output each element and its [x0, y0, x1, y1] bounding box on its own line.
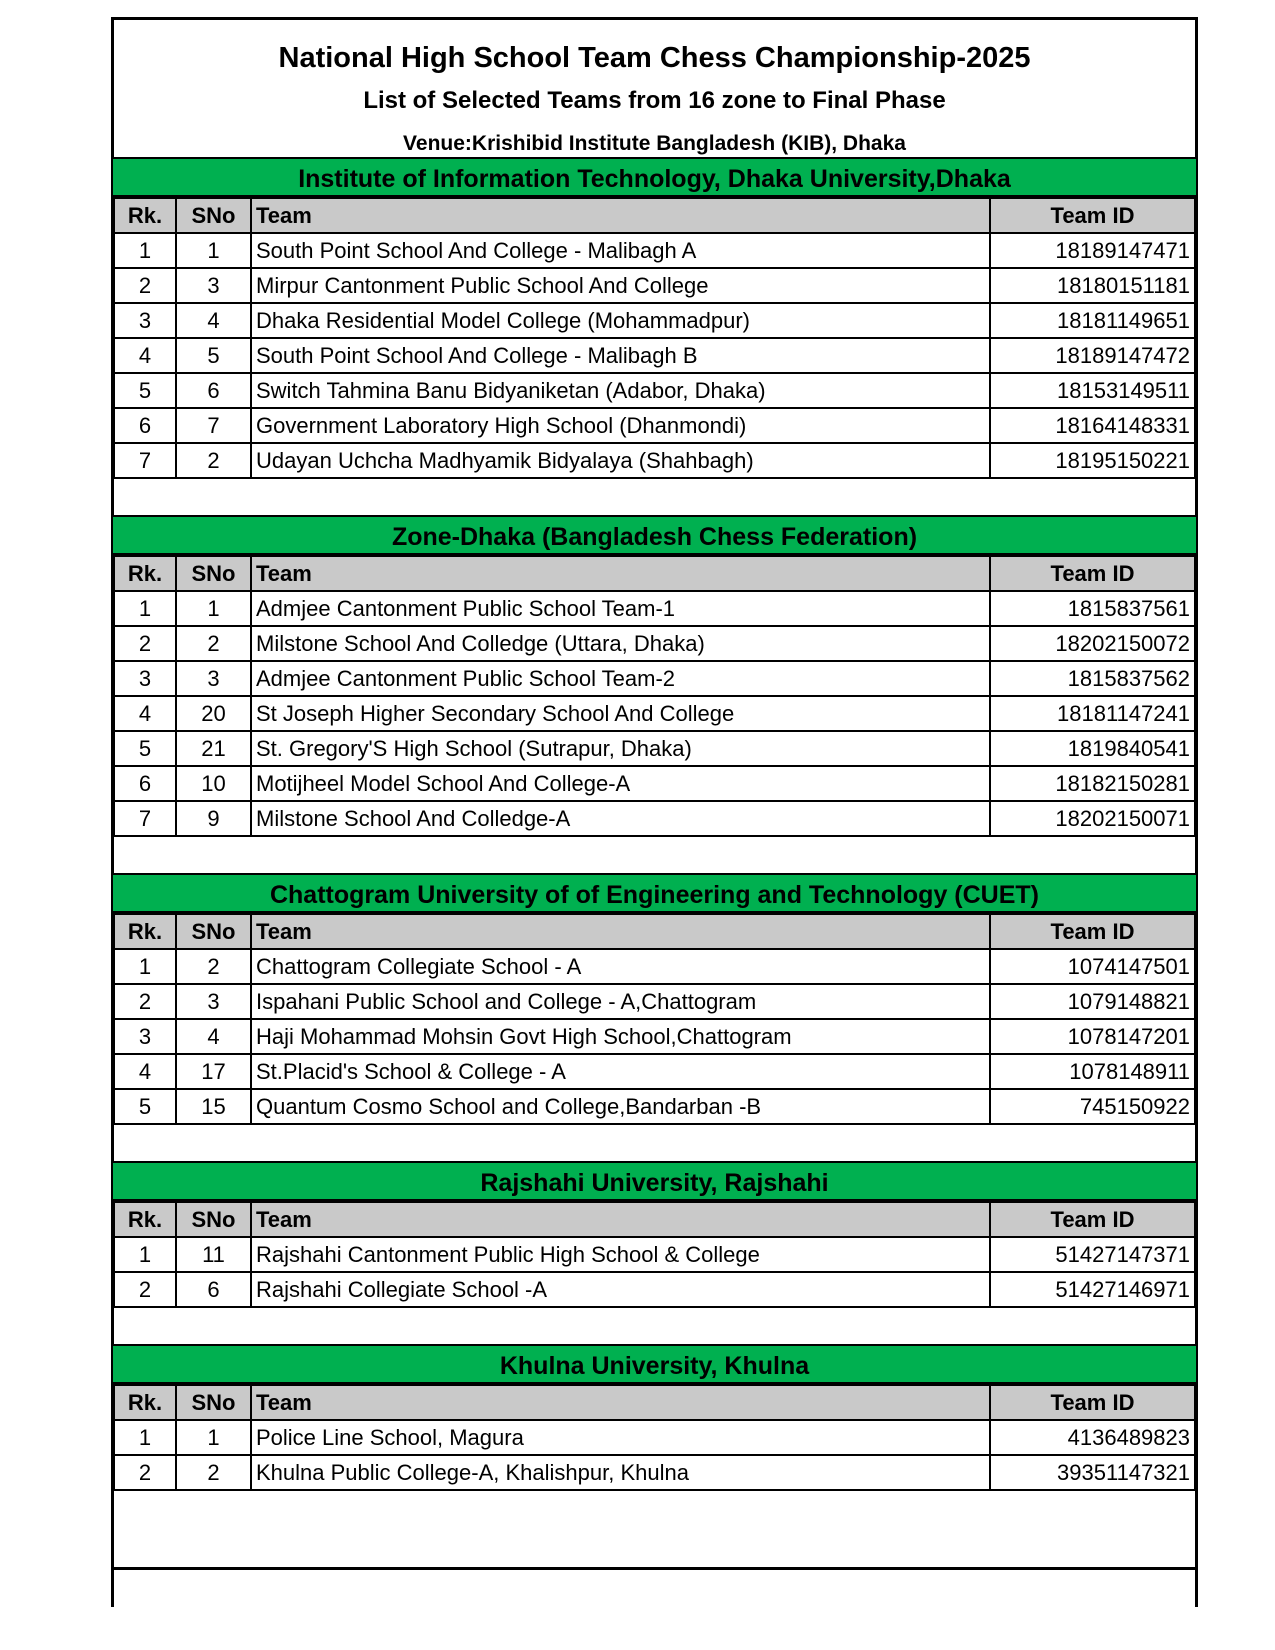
- team-id-cell: 1815837562: [990, 661, 1195, 696]
- team-id-cell: 18202150071: [990, 801, 1195, 836]
- table-row: [114, 1420, 1195, 1455]
- header-team: Team: [251, 556, 990, 591]
- sno-cell: 21: [176, 731, 251, 766]
- rank-cell: 1: [114, 591, 176, 626]
- team-name-cell: Milstone School And Colledge (Uttara, Dhaka): [251, 626, 990, 661]
- sno-cell: 3: [176, 984, 251, 1019]
- team-id-cell: 51427146971: [990, 1272, 1195, 1307]
- team-id-cell: 18180151181: [990, 268, 1195, 303]
- team-name-cell: Motijheel Model School And College-A: [251, 766, 990, 801]
- table-row: [114, 1455, 1195, 1490]
- sno-cell: 1: [176, 1420, 251, 1455]
- team-id-cell: 18181147241: [990, 696, 1195, 731]
- teams-table: [113, 197, 1196, 479]
- team-name-cell: Dhaka Residential Model College (Mohammadpur): [251, 303, 990, 338]
- team-id-cell: 1079148821: [990, 984, 1195, 1019]
- table-row: [114, 338, 1195, 373]
- header-rank: Rk.: [114, 1385, 176, 1420]
- header-rank: Rk.: [114, 556, 176, 591]
- page-title: National High School Team Chess Championship-2025: [278, 42, 1031, 74]
- section-gap: [114, 837, 1195, 873]
- rank-cell: 6: [114, 766, 176, 801]
- sno-cell: 2: [176, 949, 251, 984]
- header-team: Team: [251, 198, 990, 233]
- header-sno: SNo: [176, 556, 251, 591]
- sno-cell: 17: [176, 1054, 251, 1089]
- sno-cell: 4: [176, 303, 251, 338]
- team-name-cell: Government Laboratory High School (Dhanmondi): [251, 408, 990, 443]
- rank-cell: 3: [114, 1019, 176, 1054]
- team-name-cell: St. Gregory'S High School (Sutrapur, Dhaka): [251, 731, 990, 766]
- rank-cell: 5: [114, 1089, 176, 1124]
- sno-cell: 1: [176, 233, 251, 268]
- header-team: Team: [251, 1202, 990, 1237]
- team-id-cell: 745150922: [990, 1089, 1195, 1124]
- team-id-cell: 18202150072: [990, 626, 1195, 661]
- header-sno: SNo: [176, 1385, 251, 1420]
- zone-title: Khulna University, Khulna: [113, 1344, 1196, 1384]
- sno-cell: 7: [176, 408, 251, 443]
- zone-title: Rajshahi University, Rajshahi: [113, 1161, 1196, 1201]
- section-gap: [114, 1125, 1195, 1161]
- zone-section: [113, 1161, 1196, 1308]
- team-name-cell: Khulna Public College-A, Khalishpur, Khulna: [251, 1455, 990, 1490]
- team-id-cell: 39351147321: [990, 1455, 1195, 1490]
- rank-cell: 4: [114, 696, 176, 731]
- rank-cell: 2: [114, 626, 176, 661]
- team-id-cell: 51427147371: [990, 1237, 1195, 1272]
- table-header-row: [114, 556, 1195, 591]
- header-rank: Rk.: [114, 198, 176, 233]
- page-subtitle: List of Selected Teams from 16 zone to Final Phase: [363, 87, 946, 114]
- team-name-cell: Admjee Cantonment Public School Team-2: [251, 661, 990, 696]
- table-row: [114, 984, 1195, 1019]
- sno-cell: 11: [176, 1237, 251, 1272]
- header-team-id: Team ID: [990, 198, 1195, 233]
- venue-line: Venue:Krishibid Institute Bangladesh (KIB), Dhaka: [403, 132, 906, 155]
- team-id-cell: 18181149651: [990, 303, 1195, 338]
- sno-cell: 10: [176, 766, 251, 801]
- rank-cell: 1: [114, 233, 176, 268]
- sno-cell: 2: [176, 626, 251, 661]
- bottom-rule: [111, 1567, 1198, 1570]
- team-name-cell: Milstone School And Colledge-A: [251, 801, 990, 836]
- header-team-id: Team ID: [990, 1202, 1195, 1237]
- sno-cell: 6: [176, 1272, 251, 1307]
- table-row: [114, 373, 1195, 408]
- team-id-cell: 1815837561: [990, 591, 1195, 626]
- rank-cell: 6: [114, 408, 176, 443]
- rank-cell: 1: [114, 1237, 176, 1272]
- header-team: Team: [251, 914, 990, 949]
- team-id-cell: 1074147501: [990, 949, 1195, 984]
- table-row: [114, 268, 1195, 303]
- teams-table: [113, 1201, 1196, 1308]
- table-header-row: [114, 1385, 1195, 1420]
- table-row: [114, 1237, 1195, 1272]
- table-header-row: [114, 198, 1195, 233]
- zone-section: [113, 157, 1196, 479]
- header-sno: SNo: [176, 198, 251, 233]
- team-name-cell: Rajshahi Collegiate School -A: [251, 1272, 990, 1307]
- rank-cell: 5: [114, 731, 176, 766]
- team-id-cell: 1078148911: [990, 1054, 1195, 1089]
- team-name-cell: Chattogram Collegiate School - A: [251, 949, 990, 984]
- table-row: [114, 696, 1195, 731]
- zone-title: Zone-Dhaka (Bangladesh Chess Federation): [113, 515, 1196, 555]
- team-id-cell: 18164148331: [990, 408, 1195, 443]
- sno-cell: 3: [176, 661, 251, 696]
- sno-cell: 9: [176, 801, 251, 836]
- section-gap: [114, 479, 1195, 515]
- team-name-cell: St Joseph Higher Secondary School And College: [251, 696, 990, 731]
- sno-cell: 5: [176, 338, 251, 373]
- team-name-cell: Switch Tahmina Banu Bidyaniketan (Adabor, Dhaka): [251, 373, 990, 408]
- table-row: [114, 731, 1195, 766]
- team-name-cell: Ispahani Public School and College - A,Chattogram: [251, 984, 990, 1019]
- zone-section: [113, 873, 1196, 1125]
- rank-cell: 5: [114, 373, 176, 408]
- team-name-cell: Admjee Cantonment Public School Team-1: [251, 591, 990, 626]
- table-row: [114, 1272, 1195, 1307]
- team-id-cell: 18189147472: [990, 338, 1195, 373]
- header-sno: SNo: [176, 914, 251, 949]
- table-row: [114, 1054, 1195, 1089]
- rank-cell: 3: [114, 303, 176, 338]
- team-name-cell: Quantum Cosmo School and College,Bandarban -B: [251, 1089, 990, 1124]
- table-row: [114, 233, 1195, 268]
- section-gap: [114, 1308, 1195, 1344]
- rank-cell: 2: [114, 984, 176, 1019]
- zone-section: [113, 515, 1196, 837]
- team-id-cell: 1078147201: [990, 1019, 1195, 1054]
- team-name-cell: Police Line School, Magura: [251, 1420, 990, 1455]
- team-name-cell: Rajshahi Cantonment Public High School & College: [251, 1237, 990, 1272]
- table-row: [114, 408, 1195, 443]
- zone-title: Chattogram University of of Engineering and Technology (CUET): [113, 873, 1196, 913]
- zone-title: Institute of Information Technology, Dhaka University,Dhaka: [113, 157, 1196, 197]
- sno-cell: 1: [176, 591, 251, 626]
- teams-table: [113, 913, 1196, 1125]
- team-id-cell: 18153149511: [990, 373, 1195, 408]
- table-row: [114, 1019, 1195, 1054]
- header-team-id: Team ID: [990, 556, 1195, 591]
- table-row: [114, 661, 1195, 696]
- sno-cell: 2: [176, 1455, 251, 1490]
- table-row: [114, 626, 1195, 661]
- rank-cell: 4: [114, 338, 176, 373]
- team-name-cell: Haji Mohammad Mohsin Govt High School,Chattogram: [251, 1019, 990, 1054]
- team-id-cell: 1819840541: [990, 731, 1195, 766]
- sno-cell: 4: [176, 1019, 251, 1054]
- header-sno: SNo: [176, 1202, 251, 1237]
- rank-cell: 3: [114, 661, 176, 696]
- sno-cell: 3: [176, 268, 251, 303]
- header-team-id: Team ID: [990, 914, 1195, 949]
- team-name-cell: South Point School And College - Malibagh B: [251, 338, 990, 373]
- rank-cell: 4: [114, 1054, 176, 1089]
- table-row: [114, 591, 1195, 626]
- rank-cell: 7: [114, 801, 176, 836]
- sno-cell: 6: [176, 373, 251, 408]
- team-id-cell: 4136489823: [990, 1420, 1195, 1455]
- header-rank: Rk.: [114, 914, 176, 949]
- sno-cell: 2: [176, 443, 251, 478]
- rank-cell: 2: [114, 268, 176, 303]
- table-row: [114, 801, 1195, 836]
- document-sheet: [111, 17, 1198, 1607]
- header-rank: Rk.: [114, 1202, 176, 1237]
- rank-cell: 1: [114, 949, 176, 984]
- sno-cell: 15: [176, 1089, 251, 1124]
- table-row: [114, 949, 1195, 984]
- team-id-cell: 18195150221: [990, 443, 1195, 478]
- header-team: Team: [251, 1385, 990, 1420]
- teams-table: [113, 1384, 1196, 1491]
- team-name-cell: Udayan Uchcha Madhyamik Bidyalaya (Shahbagh): [251, 443, 990, 478]
- team-id-cell: 18189147471: [990, 233, 1195, 268]
- header-team-id: Team ID: [990, 1385, 1195, 1420]
- team-name-cell: South Point School And College - Malibagh A: [251, 233, 990, 268]
- zone-sections: [114, 157, 1195, 1491]
- table-header-row: [114, 914, 1195, 949]
- table-header-row: [114, 1202, 1195, 1237]
- table-row: [114, 766, 1195, 801]
- rank-cell: 2: [114, 1455, 176, 1490]
- table-row: [114, 1089, 1195, 1124]
- rank-cell: 1: [114, 1420, 176, 1455]
- rank-cell: 2: [114, 1272, 176, 1307]
- teams-table: [113, 555, 1196, 837]
- table-row: [114, 303, 1195, 338]
- team-name-cell: Mirpur Cantonment Public School And College: [251, 268, 990, 303]
- team-name-cell: St.Placid's School & College - A: [251, 1054, 990, 1089]
- zone-section: [113, 1344, 1196, 1491]
- sno-cell: 20: [176, 696, 251, 731]
- table-row: [114, 443, 1195, 478]
- team-id-cell: 18182150281: [990, 766, 1195, 801]
- rank-cell: 7: [114, 443, 176, 478]
